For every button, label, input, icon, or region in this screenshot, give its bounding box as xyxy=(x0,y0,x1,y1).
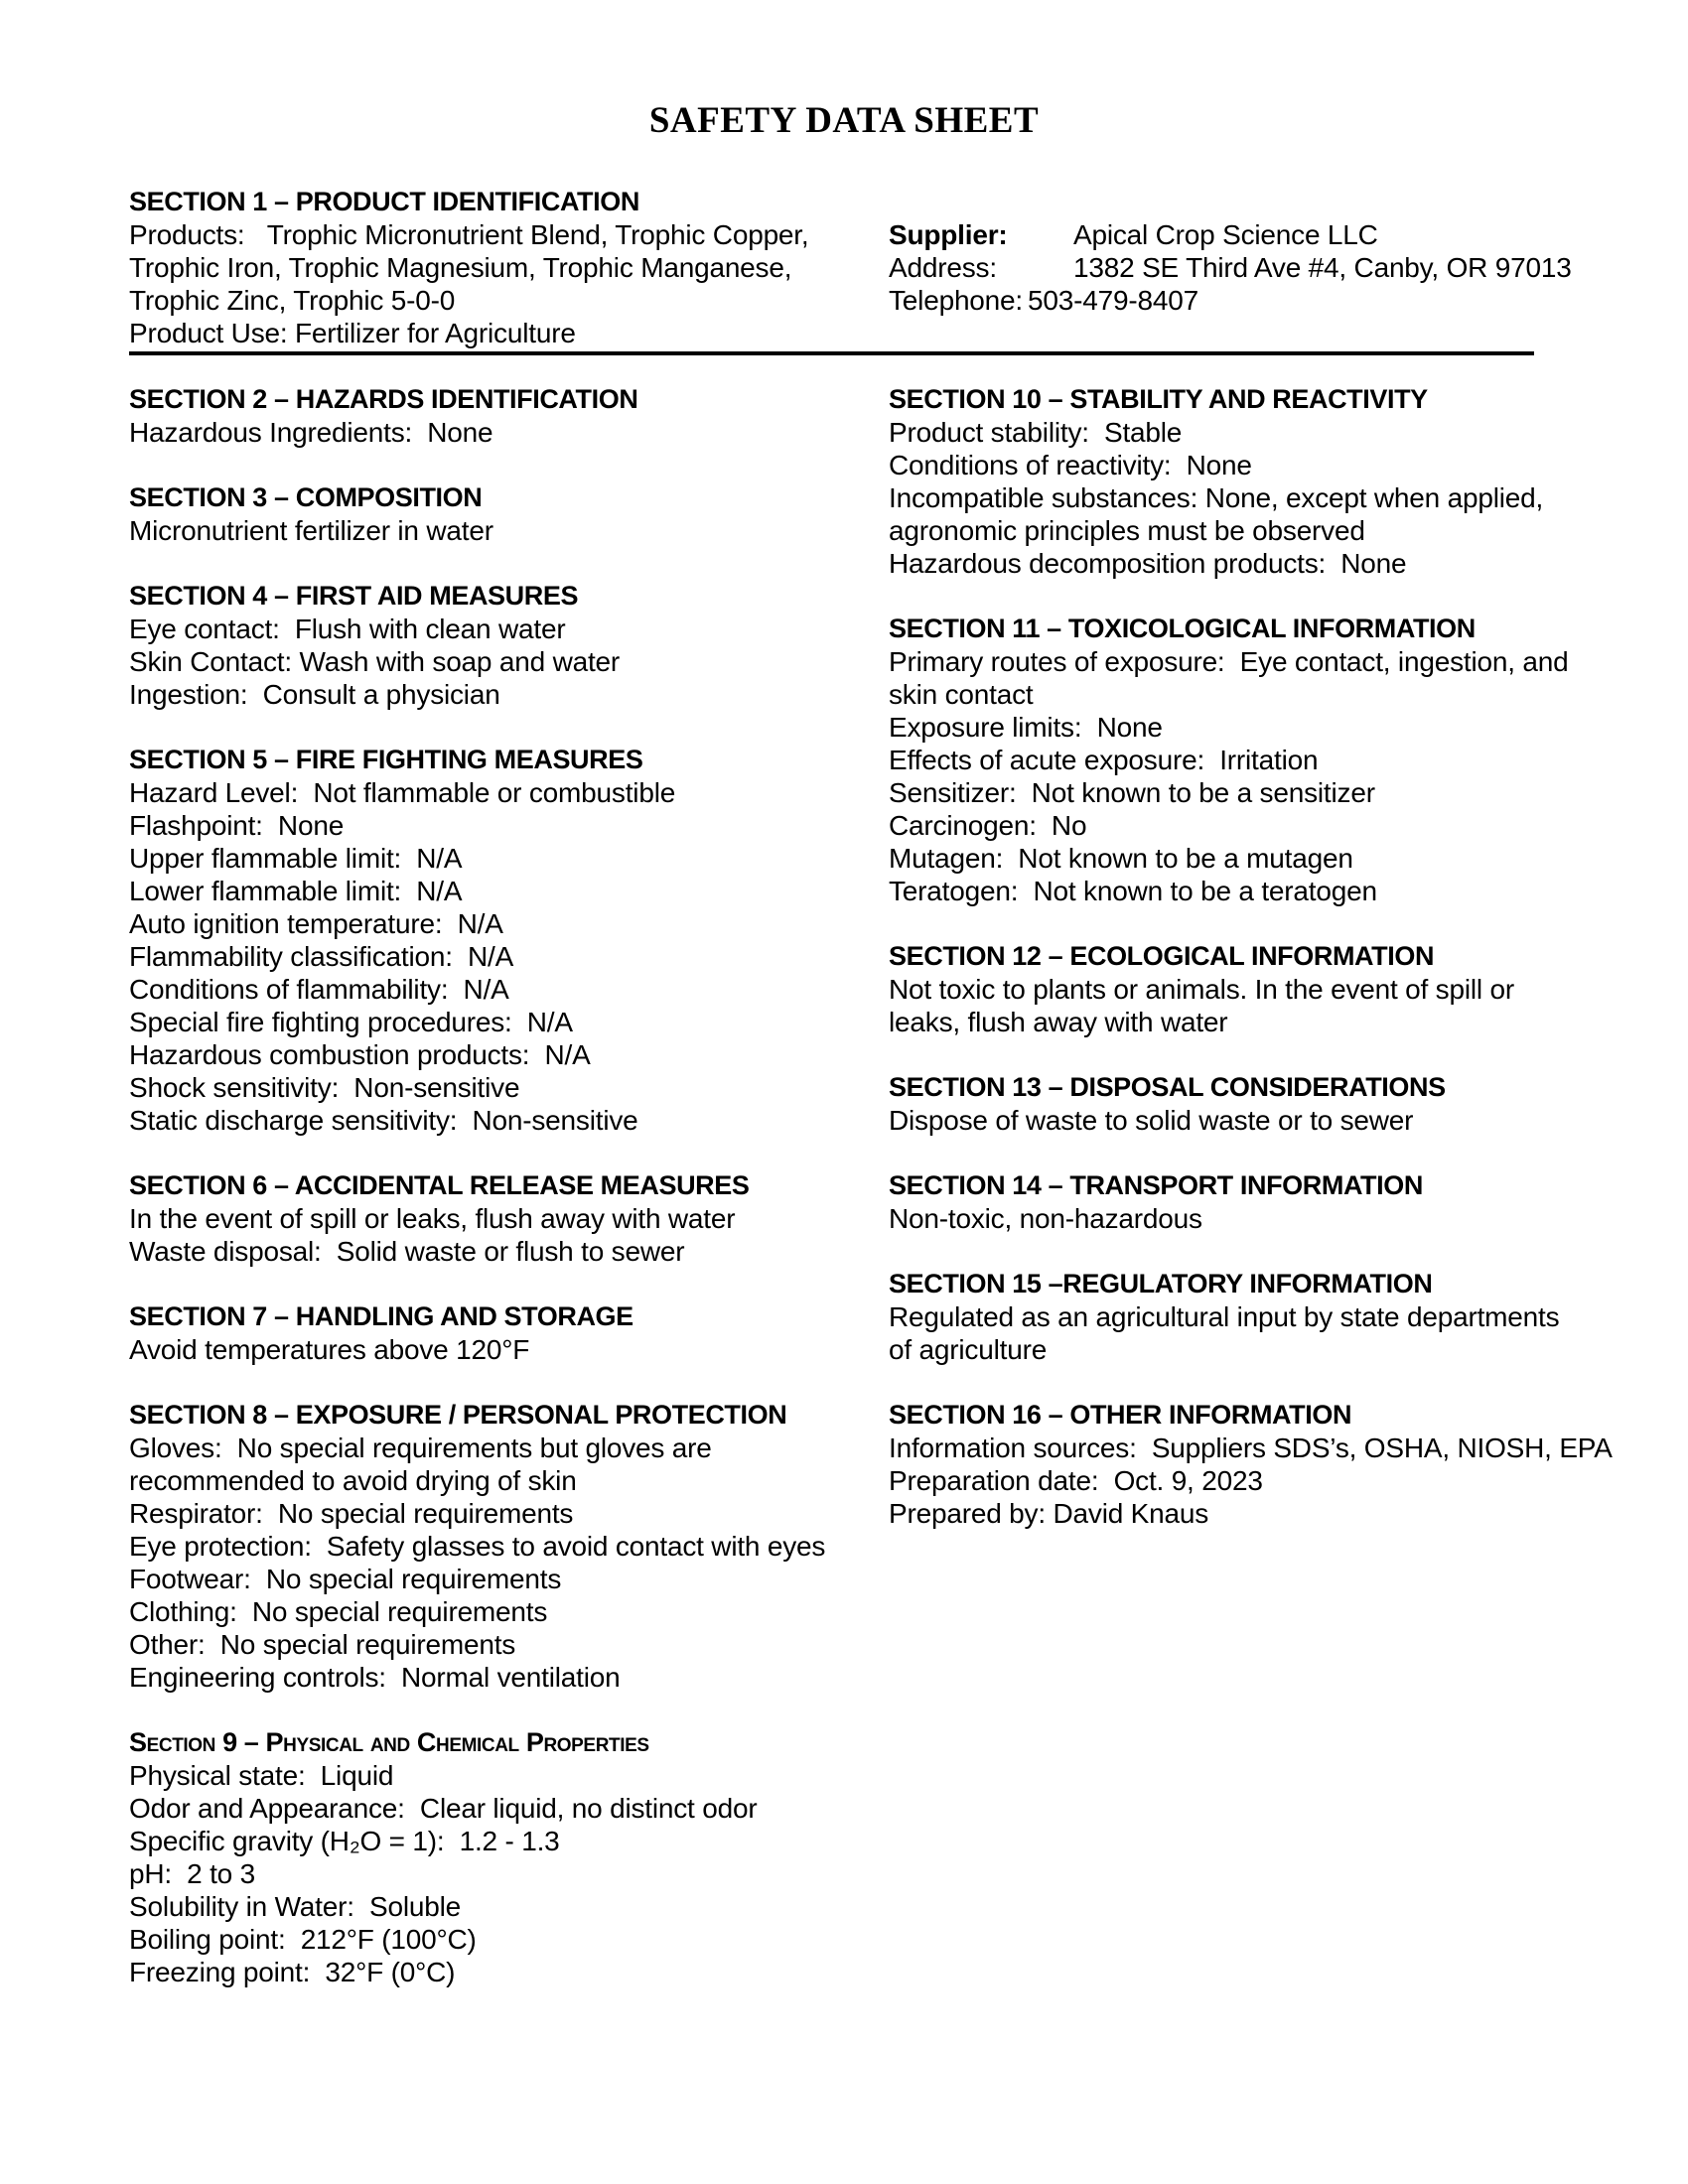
text-line: Micronutrient fertilizer in water xyxy=(129,515,493,546)
section-2-heading: SECTION 2 – HAZARDS IDENTIFICATION xyxy=(129,384,638,414)
text-line: Product Use: Fertilizer for Agriculture xyxy=(129,318,576,348)
section-10-heading: SECTION 10 – STABILITY AND REACTIVITY xyxy=(889,384,1428,414)
text-line: Products: Trophic Micronutrient Blend, Trophic Copper, xyxy=(129,219,809,250)
section-10 xyxy=(889,383,1613,580)
text-line: In the event of spill or leaks, flush away with water xyxy=(129,1203,736,1234)
address-value: 1382 SE Third Ave #4, Canby, OR 97013 xyxy=(1073,252,1572,283)
text-line: Prepared by: David Knaus xyxy=(889,1498,1209,1529)
text-line: Trophic Zinc, Trophic 5-0-0 xyxy=(129,285,456,316)
text-line: Trophic Iron, Trophic Magnesium, Trophic Manganese, xyxy=(129,252,792,283)
text-line: Hazardous decomposition products: None xyxy=(889,548,1407,579)
text-line: Shock sensitivity: Non-sensitive xyxy=(129,1072,520,1103)
text-line: Flashpoint: None xyxy=(129,810,345,841)
section-6 xyxy=(129,1169,825,1268)
text-line: Hazardous Ingredients: None xyxy=(129,417,493,448)
text-line: Clothing: No special requirements xyxy=(129,1596,548,1627)
supplier-value: Apical Crop Science LLC xyxy=(1073,219,1378,250)
text-line: Ingestion: Consult a physician xyxy=(129,679,500,710)
text-line: Information sources: Suppliers SDS’s, OSHA, NIOSH, EPA xyxy=(889,1433,1613,1463)
text-line: Physical state: Liquid xyxy=(129,1760,394,1791)
section-15-heading: SECTION 15 –REGULATORY INFORMATION xyxy=(889,1269,1433,1298)
text-line: Product stability: Stable xyxy=(889,417,1183,448)
section-12-heading: SECTION 12 – ECOLOGICAL INFORMATION xyxy=(889,941,1435,971)
section-3 xyxy=(129,481,825,547)
section-8 xyxy=(129,1399,825,1694)
text-line: Static discharge sensitivity: Non-sensitive xyxy=(129,1105,638,1136)
section-1 xyxy=(129,186,808,349)
section-13-heading: SECTION 13 – DISPOSAL CONSIDERATIONS xyxy=(889,1072,1446,1102)
text-line: leaks, flush away with water xyxy=(889,1007,1228,1037)
section-4 xyxy=(129,580,825,711)
section-9-heading: Section 9 – Physical and Chemical Properties xyxy=(129,1727,649,1757)
section-2 xyxy=(129,383,825,449)
text-line: Eye contact: Flush with clean water xyxy=(129,614,566,644)
section-8-heading: SECTION 8 – EXPOSURE / PERSONAL PROTECTION xyxy=(129,1400,787,1430)
text-line: pH: 2 to 3 xyxy=(129,1858,255,1889)
text-line: Teratogen: Not known to be a teratogen xyxy=(889,876,1377,906)
text-line: Gloves: No special requirements but gloves are xyxy=(129,1433,712,1463)
supplier-block xyxy=(889,218,1572,317)
text-line: Conditions of reactivity: None xyxy=(889,450,1252,480)
text-line: Upper flammable limit: N/A xyxy=(129,843,463,874)
text-line: Specific gravity (H₂O = 1): 1.2 - 1.3 xyxy=(129,1826,560,1856)
section-9 xyxy=(129,1726,825,1988)
text-line: Special fire fighting procedures: N/A xyxy=(129,1007,573,1037)
text-line: Freezing point: 32°F (0°C) xyxy=(129,1957,456,1987)
text-line: Auto ignition temperature: N/A xyxy=(129,908,503,939)
text-line: Eye protection: Safety glasses to avoid contact with eyes xyxy=(129,1531,826,1562)
text-line: Sensitizer: Not known to be a sensitizer xyxy=(889,777,1375,808)
section-5-heading: SECTION 5 – FIRE FIGHTING MEASURES xyxy=(129,745,643,774)
text-line: Odor and Appearance: Clear liquid, no distinct odor xyxy=(129,1793,758,1824)
section-4-heading: SECTION 4 – FIRST AID MEASURES xyxy=(129,581,579,611)
text-line: Respirator: No special requirements xyxy=(129,1498,574,1529)
address-row xyxy=(889,251,1572,284)
text-line: Primary routes of exposure: Eye contact, ingestion, and xyxy=(889,646,1569,677)
left-column xyxy=(129,383,825,2021)
section-15 xyxy=(889,1268,1613,1366)
section-11-heading: SECTION 11 – TOXICOLOGICAL INFORMATION xyxy=(889,614,1476,643)
text-line: Other: No special requirements xyxy=(129,1629,516,1660)
section-13 xyxy=(889,1071,1613,1137)
text-line: Not toxic to plants or animals. In the event of spill or xyxy=(889,974,1514,1005)
text-line: Non-toxic, non-hazardous xyxy=(889,1203,1202,1234)
text-line: Incompatible substances: None, except when applied, xyxy=(889,482,1544,513)
telephone-label: Telephone: xyxy=(889,285,1024,316)
section-7-heading: SECTION 7 – HANDLING AND STORAGE xyxy=(129,1301,633,1331)
text-line: Hazardous combustion products: N/A xyxy=(129,1039,591,1070)
text-line: Dispose of waste to solid waste or to sewer xyxy=(889,1105,1414,1136)
text-line: Regulated as an agricultural input by state departments xyxy=(889,1301,1560,1332)
supplier-row xyxy=(889,218,1572,251)
section-12 xyxy=(889,940,1613,1038)
section-6-heading: SECTION 6 – ACCIDENTAL RELEASE MEASURES xyxy=(129,1170,750,1200)
text-line: Solubility in Water: Soluble xyxy=(129,1891,461,1922)
text-line: Preparation date: Oct. 9, 2023 xyxy=(889,1465,1263,1496)
text-line: Effects of acute exposure: Irritation xyxy=(889,745,1319,775)
telephone-value: 503-479-8407 xyxy=(1028,285,1198,316)
document-title: SAFETY DATA SHEET xyxy=(648,100,1040,141)
section-3-heading: SECTION 3 – COMPOSITION xyxy=(129,482,483,512)
right-column xyxy=(889,383,1613,1563)
text-line: recommended to avoid drying of skin xyxy=(129,1465,577,1496)
section-14 xyxy=(889,1169,1613,1235)
text-line: Lower flammable limit: N/A xyxy=(129,876,463,906)
text-line: Footwear: No special requirements xyxy=(129,1564,562,1594)
telephone-row xyxy=(889,284,1572,317)
text-line: Hazard Level: Not flammable or combustible xyxy=(129,777,676,808)
text-line: Flammability classification: N/A xyxy=(129,941,514,972)
address-label: Address: xyxy=(889,252,997,283)
text-line: Mutagen: Not known to be a mutagen xyxy=(889,843,1353,874)
text-line: Waste disposal: Solid waste or flush to sewer xyxy=(129,1236,685,1267)
text-line: agronomic principles must be observed xyxy=(889,515,1365,546)
text-line: skin contact xyxy=(889,679,1034,710)
section-1-heading: SECTION 1 – PRODUCT IDENTIFICATION xyxy=(129,187,639,216)
section-14-heading: SECTION 14 – TRANSPORT INFORMATION xyxy=(889,1170,1423,1200)
text-line: Conditions of flammability: N/A xyxy=(129,974,509,1005)
text-line: Avoid temperatures above 120°F xyxy=(129,1334,530,1365)
text-line: Exposure limits: None xyxy=(889,712,1163,743)
text-line: of agriculture xyxy=(889,1334,1048,1365)
text-line: Engineering controls: Normal ventilation xyxy=(129,1662,621,1693)
section-16 xyxy=(889,1399,1613,1530)
text-line: Boiling point: 212°F (100°C) xyxy=(129,1924,477,1955)
text-line: Carcinogen: No xyxy=(889,810,1087,841)
section-divider-rule xyxy=(129,351,1534,355)
section-11 xyxy=(889,613,1613,907)
supplier-label: Supplier: xyxy=(889,219,1008,250)
text-line: Skin Contact: Wash with soap and water xyxy=(129,646,621,677)
section-7 xyxy=(129,1300,825,1366)
section-16-heading: SECTION 16 – OTHER INFORMATION xyxy=(889,1400,1352,1430)
section-5 xyxy=(129,744,825,1137)
